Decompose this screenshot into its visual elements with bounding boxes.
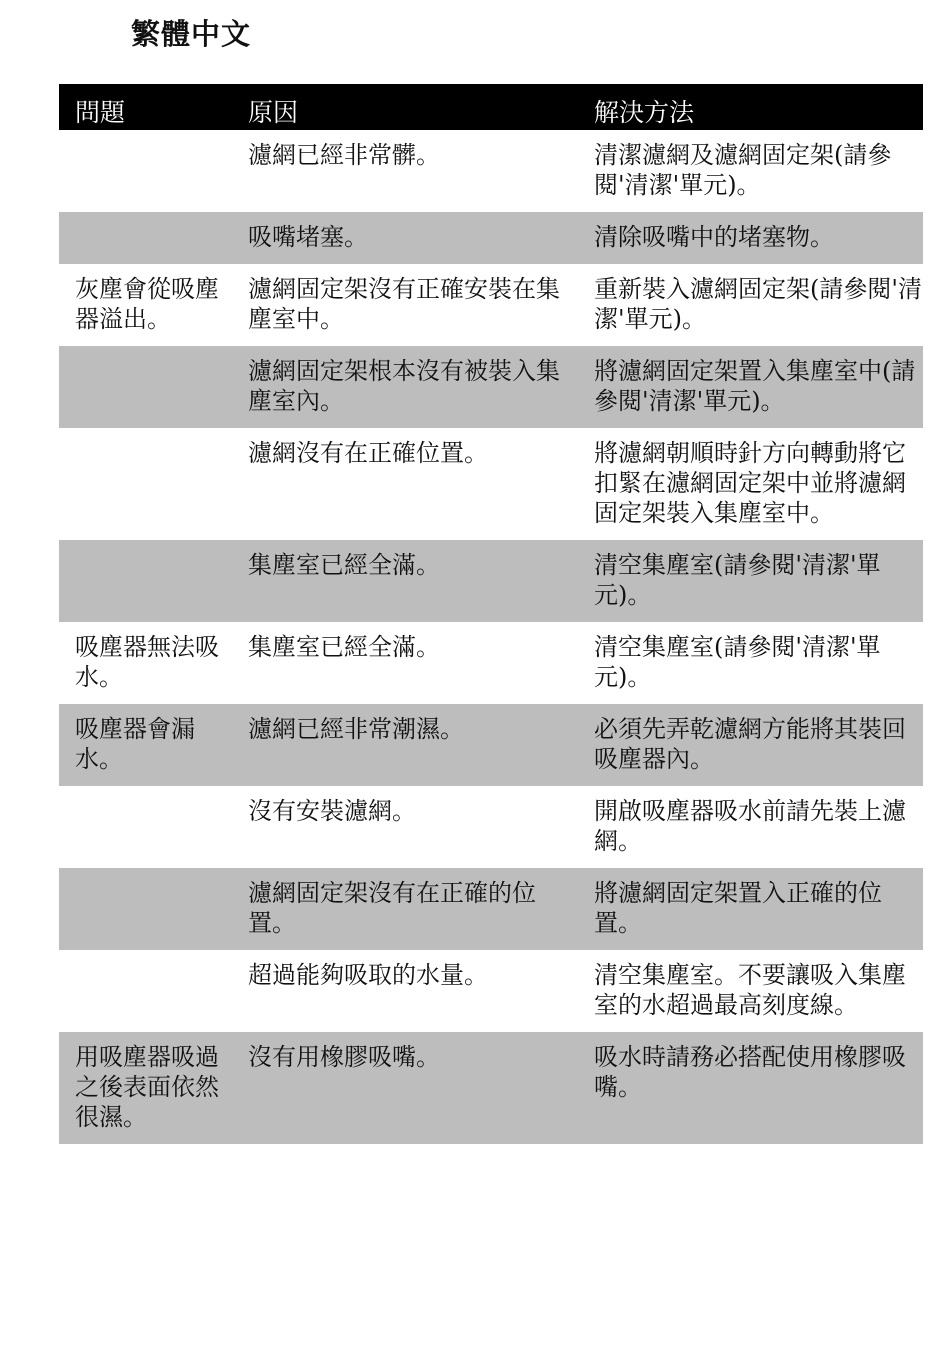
solution-cell: 將濾網固定架置入集塵室中(請參閱'清潔'單元)。 [582, 346, 923, 428]
troubleshooting-table [59, 84, 923, 1144]
solution-cell: 必須先弄乾濾網方能將其裝回吸塵器內。 [582, 704, 923, 786]
cause-cell: 濾網固定架沒有正確安裝在集塵室中。 [248, 275, 560, 333]
cause-cell: 沒有用橡膠吸嘴。 [234, 1032, 582, 1144]
page-title: 繁體中文 [131, 17, 252, 51]
table-row [59, 346, 923, 428]
table-row [59, 786, 923, 868]
problem-cell [59, 346, 234, 428]
table-row [59, 212, 923, 264]
solution-cell: 重新裝入濾網固定架(請參閱'清潔'單元)。 [594, 275, 922, 333]
table-row [59, 704, 923, 786]
problem-cell [59, 130, 234, 212]
table-row [59, 1032, 923, 1144]
problem-cell [59, 786, 234, 868]
problem-cell [59, 212, 234, 264]
solution-cell: 將濾網固定架置入正確的位置。 [582, 868, 923, 950]
cause-cell: 濾網固定架沒有在正確的位置。 [234, 868, 582, 950]
cause-cell: 超過能夠吸取的水量。 [248, 961, 488, 989]
table-row [59, 950, 923, 1032]
header-problem: 問題 [59, 84, 234, 130]
solution-cell: 吸水時請務必搭配使用橡膠吸嘴。 [582, 1032, 923, 1144]
cause-cell: 集塵室已經全滿。 [248, 633, 440, 661]
problem-cell [59, 868, 234, 950]
solution-cell: 清空集塵室(請參閱'清潔'單元)。 [582, 540, 923, 622]
problem-cell [59, 540, 234, 622]
table-row [59, 264, 923, 346]
table-row [59, 428, 923, 540]
problem-cell [59, 428, 234, 540]
problem-cell: 灰塵會從吸塵器溢出。 [75, 275, 219, 333]
cause-cell: 濾網固定架根本沒有被裝入集塵室內。 [234, 346, 582, 428]
cause-cell: 沒有安裝濾網。 [248, 797, 416, 825]
problem-cell: 用吸塵器吸過之後表面依然很濕。 [59, 1032, 234, 1144]
header-cause: 原因 [234, 84, 582, 130]
table-row [59, 130, 923, 212]
problem-cell [59, 950, 234, 1032]
cause-cell: 集塵室已經全滿。 [234, 540, 582, 622]
solution-cell: 清空集塵室。不要讓吸入集塵室的水超過最高刻度線。 [594, 961, 906, 1019]
table-row [59, 540, 923, 622]
table-header-row [59, 84, 923, 130]
table-row [59, 622, 923, 704]
solution-cell: 清潔濾網及濾網固定架(請參閱'清潔'單元)。 [594, 141, 892, 199]
solution-cell: 開啟吸塵器吸水前請先裝上濾網。 [594, 797, 906, 855]
solution-cell: 清空集塵室(請參閱'清潔'單元)。 [594, 633, 881, 691]
solution-cell: 清除吸嘴中的堵塞物。 [582, 212, 923, 264]
cause-cell: 吸嘴堵塞。 [234, 212, 582, 264]
cause-cell: 濾網已經非常髒。 [248, 141, 440, 169]
cause-cell: 濾網沒有在正確位置。 [248, 439, 488, 467]
solution-cell: 將濾網朝順時針方向轉動將它扣緊在濾網固定架中並將濾網固定架裝入集塵室中。 [594, 439, 906, 527]
table-row [59, 868, 923, 950]
problem-cell: 吸塵器無法吸水。 [75, 633, 219, 691]
problem-cell: 吸塵器會漏水。 [59, 704, 234, 786]
cause-cell: 濾網已經非常潮濕。 [234, 704, 582, 786]
header-solution: 解決方法 [582, 84, 923, 130]
